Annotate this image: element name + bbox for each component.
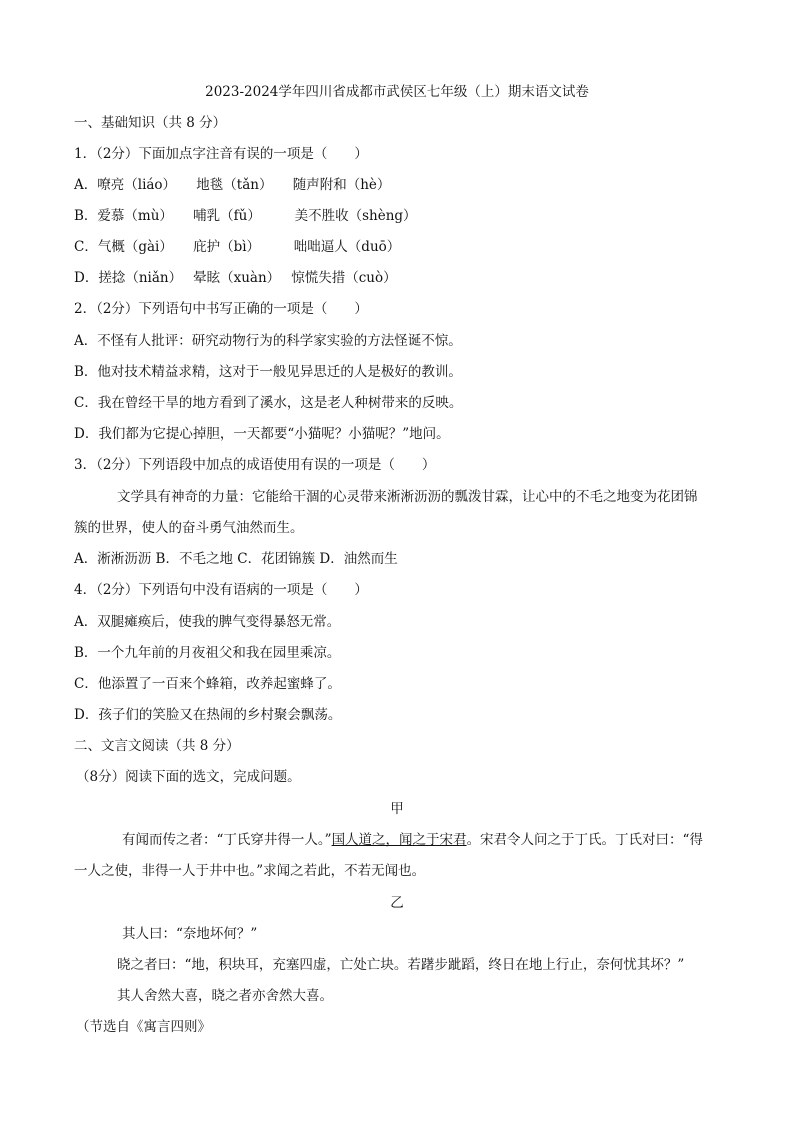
q4-option-c: C．他添置了一百来个蜂箱，改养起蜜蜂了。: [74, 676, 341, 692]
passage-yi-label: 乙: [390, 895, 404, 911]
exam-title: 2023-2024学年四川省成都市武侯区七年级（上）期末语文试卷: [205, 84, 589, 100]
q2-stem: 2．（2分）下列语句中书写正确的一项是（ ）: [74, 301, 368, 317]
q3-stem: 3．（2分）下列语段中加点的成语使用有误的一项是（ ）: [74, 457, 436, 473]
q2-option-d: D．我们都为它提心掉胆，一天都要“小猫呢？小猫呢？”地问。: [74, 426, 450, 442]
q4-stem: 4．（2分）下列语句中没有语病的一项是（ ）: [74, 582, 368, 598]
q3-passage-line1: 文学具有神奇的力量：它能给干涸的心灵带来淅淅沥沥的瓢泼甘霖，让心中的不毛之地变为花团锦: [117, 489, 698, 505]
q2-option-c: C．我在曾经干旱的地方看到了溪水，这是老人种树带来的反映。: [74, 395, 463, 411]
q3-options: A．淅淅沥沥 B．不毛之地 C．花团锦簇 D．油然而生: [74, 551, 398, 567]
q2-option-a: A．不怪有人批评：研究动物行为的科学家实验的方法怪诞不惊。: [74, 333, 462, 349]
section2-instruction: （8分）阅读下面的选文，完成问题。: [76, 769, 301, 785]
source-note: （节选自《寓言四则》: [76, 1019, 211, 1035]
passage-jia-line1: [122, 831, 703, 849]
jia-line1-start: 有闻而传之者：“丁氏穿井得一人。”: [122, 832, 332, 848]
passage-jia-label: 甲: [390, 801, 404, 817]
q3-passage-line2: 簇的世界，使人的奋斗勇气油然而生。: [74, 520, 304, 536]
q4-option-a: A．双腿瘫痪后，使我的脾气变得暴怒无常。: [74, 614, 341, 630]
passage-yi-line2: 晓之者曰：“地，积块耳，充塞四虚，亡处亡块。若躇步跐蹈，终日在地上行止，奈何忧其坏？”: [117, 957, 685, 973]
jia-line1-end: 。宋君令人问之于丁氏。丁氏对曰：“得: [466, 832, 703, 848]
q4-option-b: B．一个九年前的月夜祖父和我在园里乘凉。: [74, 645, 341, 661]
q1-option-b: B．爱慕（mù） 哺乳（fǔ） 美不胜收（shèng）: [74, 208, 417, 224]
passage-yi-line3: 其人舍然大喜，晓之者亦舍然大喜。: [117, 988, 333, 1004]
passage-jia-line2: 一人之使，非得一人于井中也。”求闻之若此，不若无闻也。: [74, 863, 426, 879]
q1-option-c: C．气概（gài） 庇护（bì） 咄咄逼人（duō）: [74, 239, 401, 255]
q1-option-d: D．搓捻（niǎn） 晕眩（xuàn） 惊慌失措（cuò）: [74, 270, 397, 286]
q1-stem: 1．（2分）下面加点字注音有误的一项是（ ）: [74, 146, 368, 162]
section2-heading: 二、文言文阅读（共 8 分）: [74, 738, 240, 754]
q2-option-b: B．他对技术精益求精，这对于一般见异思迁的人是极好的教训。: [74, 364, 462, 380]
passage-yi-line1: 其人曰：“奈地坏何？”: [122, 926, 258, 942]
section1-heading: 一、基础知识（共 8 分）: [74, 115, 227, 131]
q1-option-a: A．嘹亮（liáo） 地毯（tǎn） 随声附和（hè）: [74, 177, 391, 193]
jia-underlined-sentence: 国人道之，闻之于宋君: [331, 832, 467, 848]
q4-option-d: D．孩子们的笑脸又在热闹的乡村聚会飘荡。: [74, 707, 342, 723]
